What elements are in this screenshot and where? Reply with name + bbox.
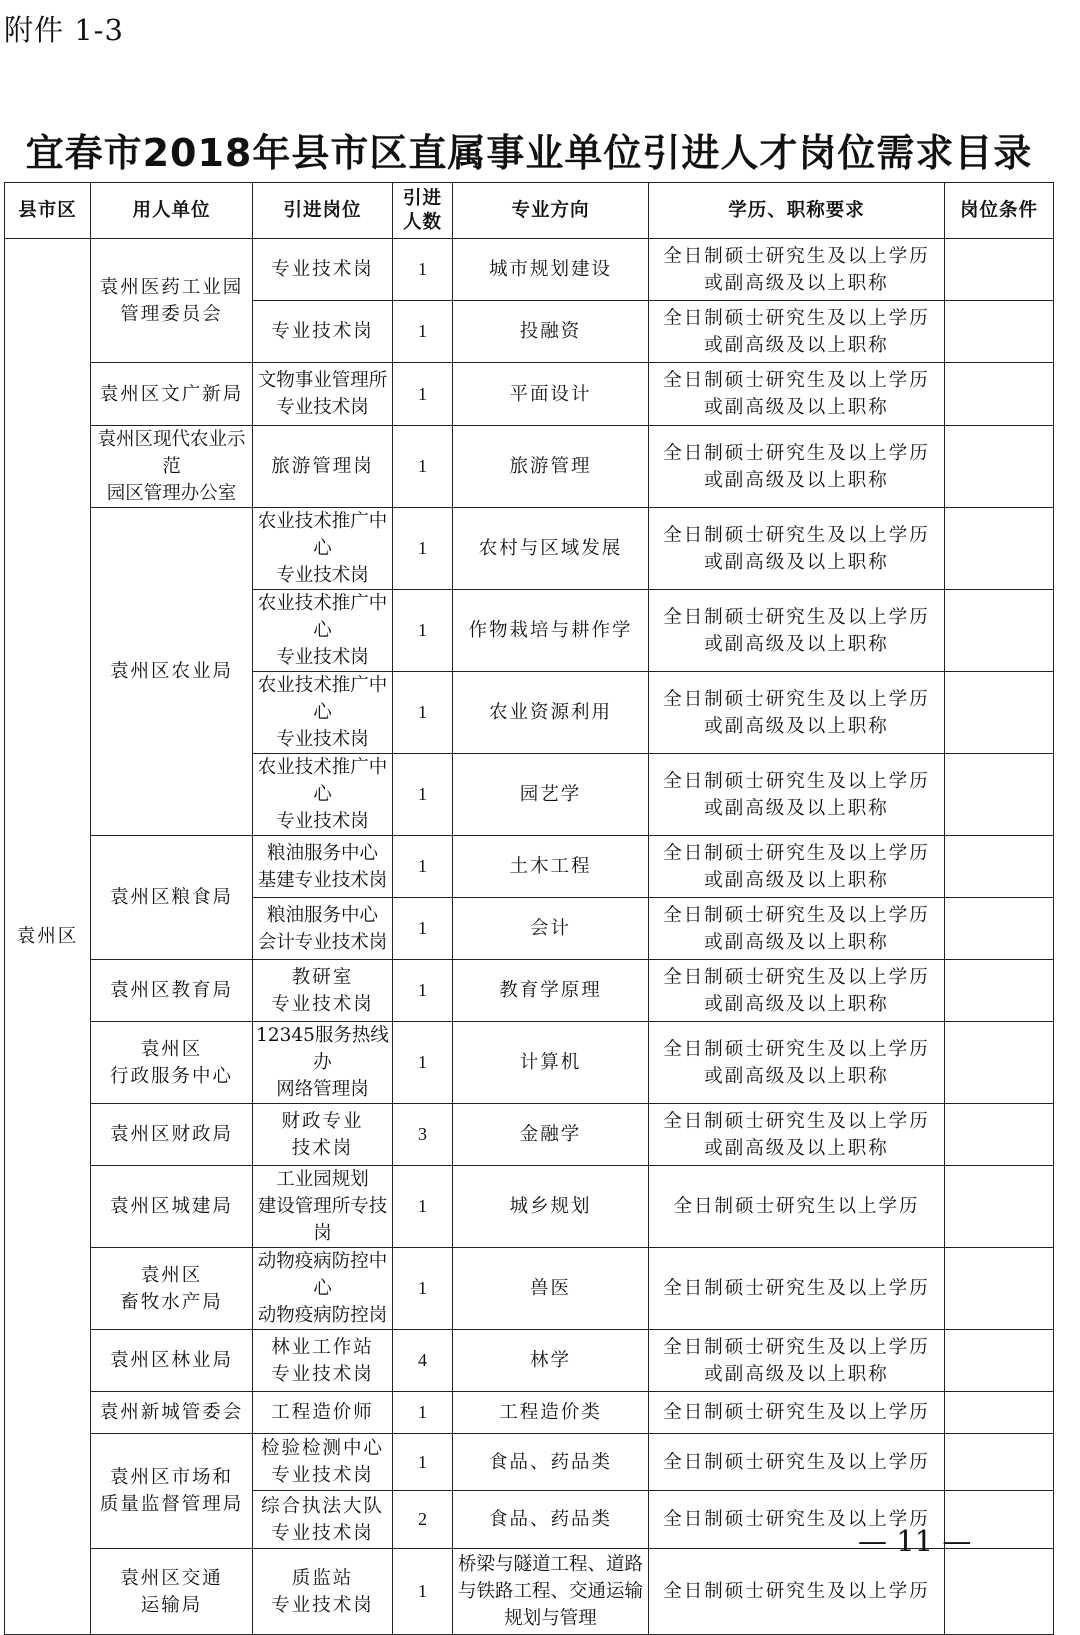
major-cell: 桥梁与隧道工程、道路 与铁路工程、交通运输 规划与管理 [453, 1549, 649, 1635]
major-cell: 林学 [453, 1330, 649, 1392]
unit-cell: 袁州区 行政服务中心 [91, 1022, 253, 1104]
attachment-label: 附件 1-3 [4, 13, 124, 47]
conditions-cell [945, 960, 1054, 1022]
position-cell: 旅游管理岗 [253, 426, 393, 508]
unit-cell: 袁州区教育局 [91, 960, 253, 1022]
count-cell: 1 [393, 426, 453, 508]
header-unit: 用人单位 [91, 183, 253, 239]
education-cell: 全日制硕士研究生及以上学历 [649, 1549, 945, 1635]
table-row [5, 836, 1054, 898]
unit-cell: 袁州医药工业园 管理委员会 [91, 239, 253, 363]
count-cell: 1 [393, 363, 453, 426]
education-cell: 全日制硕士研究生及以上学历 或副高级及以上职称 [649, 426, 945, 508]
document-title: 宜春市2018年县市区直属事业单位引进人才岗位需求目录 [25, 131, 1033, 175]
count-cell: 1 [393, 1549, 453, 1635]
major-cell: 金融学 [453, 1104, 649, 1166]
count-cell: 1 [393, 508, 453, 590]
table-row [5, 1166, 1054, 1248]
position-cell: 财政专业 技术岗 [253, 1104, 393, 1166]
position-cell: 工程造价师 [253, 1392, 393, 1434]
education-cell: 全日制硕士研究生及以上学历 或副高级及以上职称 [649, 301, 945, 363]
education-cell: 全日制硕士研究生及以上学历 或副高级及以上职称 [649, 836, 945, 898]
position-cell: 农业技术推广中心 专业技术岗 [253, 672, 393, 754]
conditions-cell [945, 426, 1054, 508]
major-cell: 土木工程 [453, 836, 649, 898]
count-cell: 1 [393, 836, 453, 898]
count-cell: 1 [393, 1248, 453, 1330]
major-cell: 投融资 [453, 301, 649, 363]
count-cell: 1 [393, 1166, 453, 1248]
major-cell: 园艺学 [453, 754, 649, 836]
unit-cell: 袁州区城建局 [91, 1166, 253, 1248]
education-cell: 全日制硕士研究生及以上学历 或副高级及以上职称 [649, 1022, 945, 1104]
position-cell: 综合执法大队 专业技术岗 [253, 1491, 393, 1549]
conditions-cell [945, 672, 1054, 754]
conditions-cell [945, 1248, 1054, 1330]
position-table [4, 182, 1054, 1635]
education-cell: 全日制硕士研究生及以上学历 [649, 1491, 945, 1549]
count-cell: 3 [393, 1104, 453, 1166]
count-cell: 1 [393, 1022, 453, 1104]
unit-cell: 袁州区现代农业示范 园区管理办公室 [91, 426, 253, 508]
major-cell: 兽医 [453, 1248, 649, 1330]
education-cell: 全日制硕士研究生及以上学历 或副高级及以上职称 [649, 1104, 945, 1166]
position-cell: 专业技术岗 [253, 239, 393, 301]
unit-cell: 袁州区农业局 [91, 508, 253, 836]
major-cell: 平面设计 [453, 363, 649, 426]
major-cell: 教育学原理 [453, 960, 649, 1022]
education-cell: 全日制硕士研究生及以上学历 或副高级及以上职称 [649, 1330, 945, 1392]
table-row [5, 363, 1054, 426]
header-education: 学历、职称要求 [649, 183, 945, 239]
conditions-cell [945, 1330, 1054, 1392]
table-row [5, 239, 1054, 301]
table-row [5, 1549, 1054, 1635]
major-cell: 工程造价类 [453, 1392, 649, 1434]
conditions-cell [945, 239, 1054, 301]
position-cell: 质监站 专业技术岗 [253, 1549, 393, 1635]
conditions-cell [945, 1392, 1054, 1434]
position-cell: 专业技术岗 [253, 301, 393, 363]
major-cell: 农村与区域发展 [453, 508, 649, 590]
table-row [5, 1330, 1054, 1392]
position-cell: 农业技术推广中心 专业技术岗 [253, 754, 393, 836]
position-cell: 教研室 专业技术岗 [253, 960, 393, 1022]
education-cell: 全日制硕士研究生及以上学历 或副高级及以上职称 [649, 672, 945, 754]
major-cell: 旅游管理 [453, 426, 649, 508]
table-row [5, 1434, 1054, 1491]
table-row [5, 1248, 1054, 1330]
conditions-cell [945, 1166, 1054, 1248]
major-cell: 作物栽培与耕作学 [453, 590, 649, 672]
position-cell: 农业技术推广中心 专业技术岗 [253, 508, 393, 590]
position-cell: 工业园规划 建设管理所专技岗 [253, 1166, 393, 1248]
position-cell: 12345服务热线办 网络管理岗 [253, 1022, 393, 1104]
unit-cell: 袁州区 畜牧水产局 [91, 1248, 253, 1330]
header-count: 引进 人数 [393, 183, 453, 239]
position-cell: 文物事业管理所 专业技术岗 [253, 363, 393, 426]
conditions-cell [945, 1104, 1054, 1166]
page-number: — 11 — [858, 1524, 972, 1558]
education-cell: 全日制硕士研究生及以上学历 [649, 1248, 945, 1330]
table-row [5, 508, 1054, 590]
count-cell: 1 [393, 590, 453, 672]
education-cell: 全日制硕士研究生以上学历 [649, 1166, 945, 1248]
count-cell: 1 [393, 898, 453, 960]
table-row [5, 426, 1054, 508]
count-cell: 1 [393, 1434, 453, 1491]
major-cell: 食品、药品类 [453, 1434, 649, 1491]
count-cell: 2 [393, 1491, 453, 1549]
conditions-cell [945, 1022, 1054, 1104]
conditions-cell [945, 836, 1054, 898]
education-cell: 全日制硕士研究生及以上学历 或副高级及以上职称 [649, 754, 945, 836]
unit-cell: 袁州区财政局 [91, 1104, 253, 1166]
education-cell: 全日制硕士研究生及以上学历 或副高级及以上职称 [649, 960, 945, 1022]
count-cell: 4 [393, 1330, 453, 1392]
major-cell: 会计 [453, 898, 649, 960]
conditions-cell [945, 363, 1054, 426]
education-cell: 全日制硕士研究生及以上学历 [649, 1392, 945, 1434]
education-cell: 全日制硕士研究生及以上学历 或副高级及以上职称 [649, 590, 945, 672]
major-cell: 食品、药品类 [453, 1491, 649, 1549]
header-major: 专业方向 [453, 183, 649, 239]
conditions-cell [945, 754, 1054, 836]
unit-cell: 袁州区交通 运输局 [91, 1549, 253, 1635]
education-cell: 全日制硕士研究生及以上学历 或副高级及以上职称 [649, 239, 945, 301]
education-cell: 全日制硕士研究生及以上学历 或副高级及以上职称 [649, 898, 945, 960]
count-cell: 1 [393, 960, 453, 1022]
header-conditions: 岗位条件 [945, 183, 1054, 239]
conditions-cell [945, 590, 1054, 672]
conditions-cell [945, 1434, 1054, 1491]
conditions-cell [945, 301, 1054, 363]
count-cell: 1 [393, 239, 453, 301]
count-cell: 1 [393, 301, 453, 363]
unit-cell: 袁州区粮食局 [91, 836, 253, 960]
unit-cell: 袁州新城管委会 [91, 1392, 253, 1434]
position-cell: 农业技术推广中心 专业技术岗 [253, 590, 393, 672]
major-cell: 城市规划建设 [453, 239, 649, 301]
major-cell: 农业资源利用 [453, 672, 649, 754]
major-cell: 城乡规划 [453, 1166, 649, 1248]
position-cell: 检验检测中心 专业技术岗 [253, 1434, 393, 1491]
position-cell: 动物疫病防控中心 动物疫病防控岗 [253, 1248, 393, 1330]
count-cell: 1 [393, 1392, 453, 1434]
count-cell: 1 [393, 672, 453, 754]
table-row [5, 1022, 1054, 1104]
table-header-row [5, 183, 1054, 239]
position-cell: 林业工作站 专业技术岗 [253, 1330, 393, 1392]
education-cell: 全日制硕士研究生及以上学历 [649, 1434, 945, 1491]
education-cell: 全日制硕士研究生及以上学历 或副高级及以上职称 [649, 508, 945, 590]
education-cell: 全日制硕士研究生及以上学历 或副高级及以上职称 [649, 363, 945, 426]
position-cell: 粮油服务中心 基建专业技术岗 [253, 836, 393, 898]
conditions-cell [945, 508, 1054, 590]
major-cell: 计算机 [453, 1022, 649, 1104]
unit-cell: 袁州区林业局 [91, 1330, 253, 1392]
table-row [5, 1392, 1054, 1434]
county-cell: 袁州区 [5, 239, 91, 1635]
table-row [5, 960, 1054, 1022]
table-row [5, 1104, 1054, 1166]
unit-cell: 袁州区市场和 质量监督管理局 [91, 1434, 253, 1549]
conditions-cell [945, 898, 1054, 960]
conditions-cell [945, 1549, 1054, 1635]
unit-cell: 袁州区文广新局 [91, 363, 253, 426]
header-position: 引进岗位 [253, 183, 393, 239]
count-cell: 1 [393, 754, 453, 836]
header-county: 县市区 [5, 183, 91, 239]
position-cell: 粮油服务中心 会计专业技术岗 [253, 898, 393, 960]
